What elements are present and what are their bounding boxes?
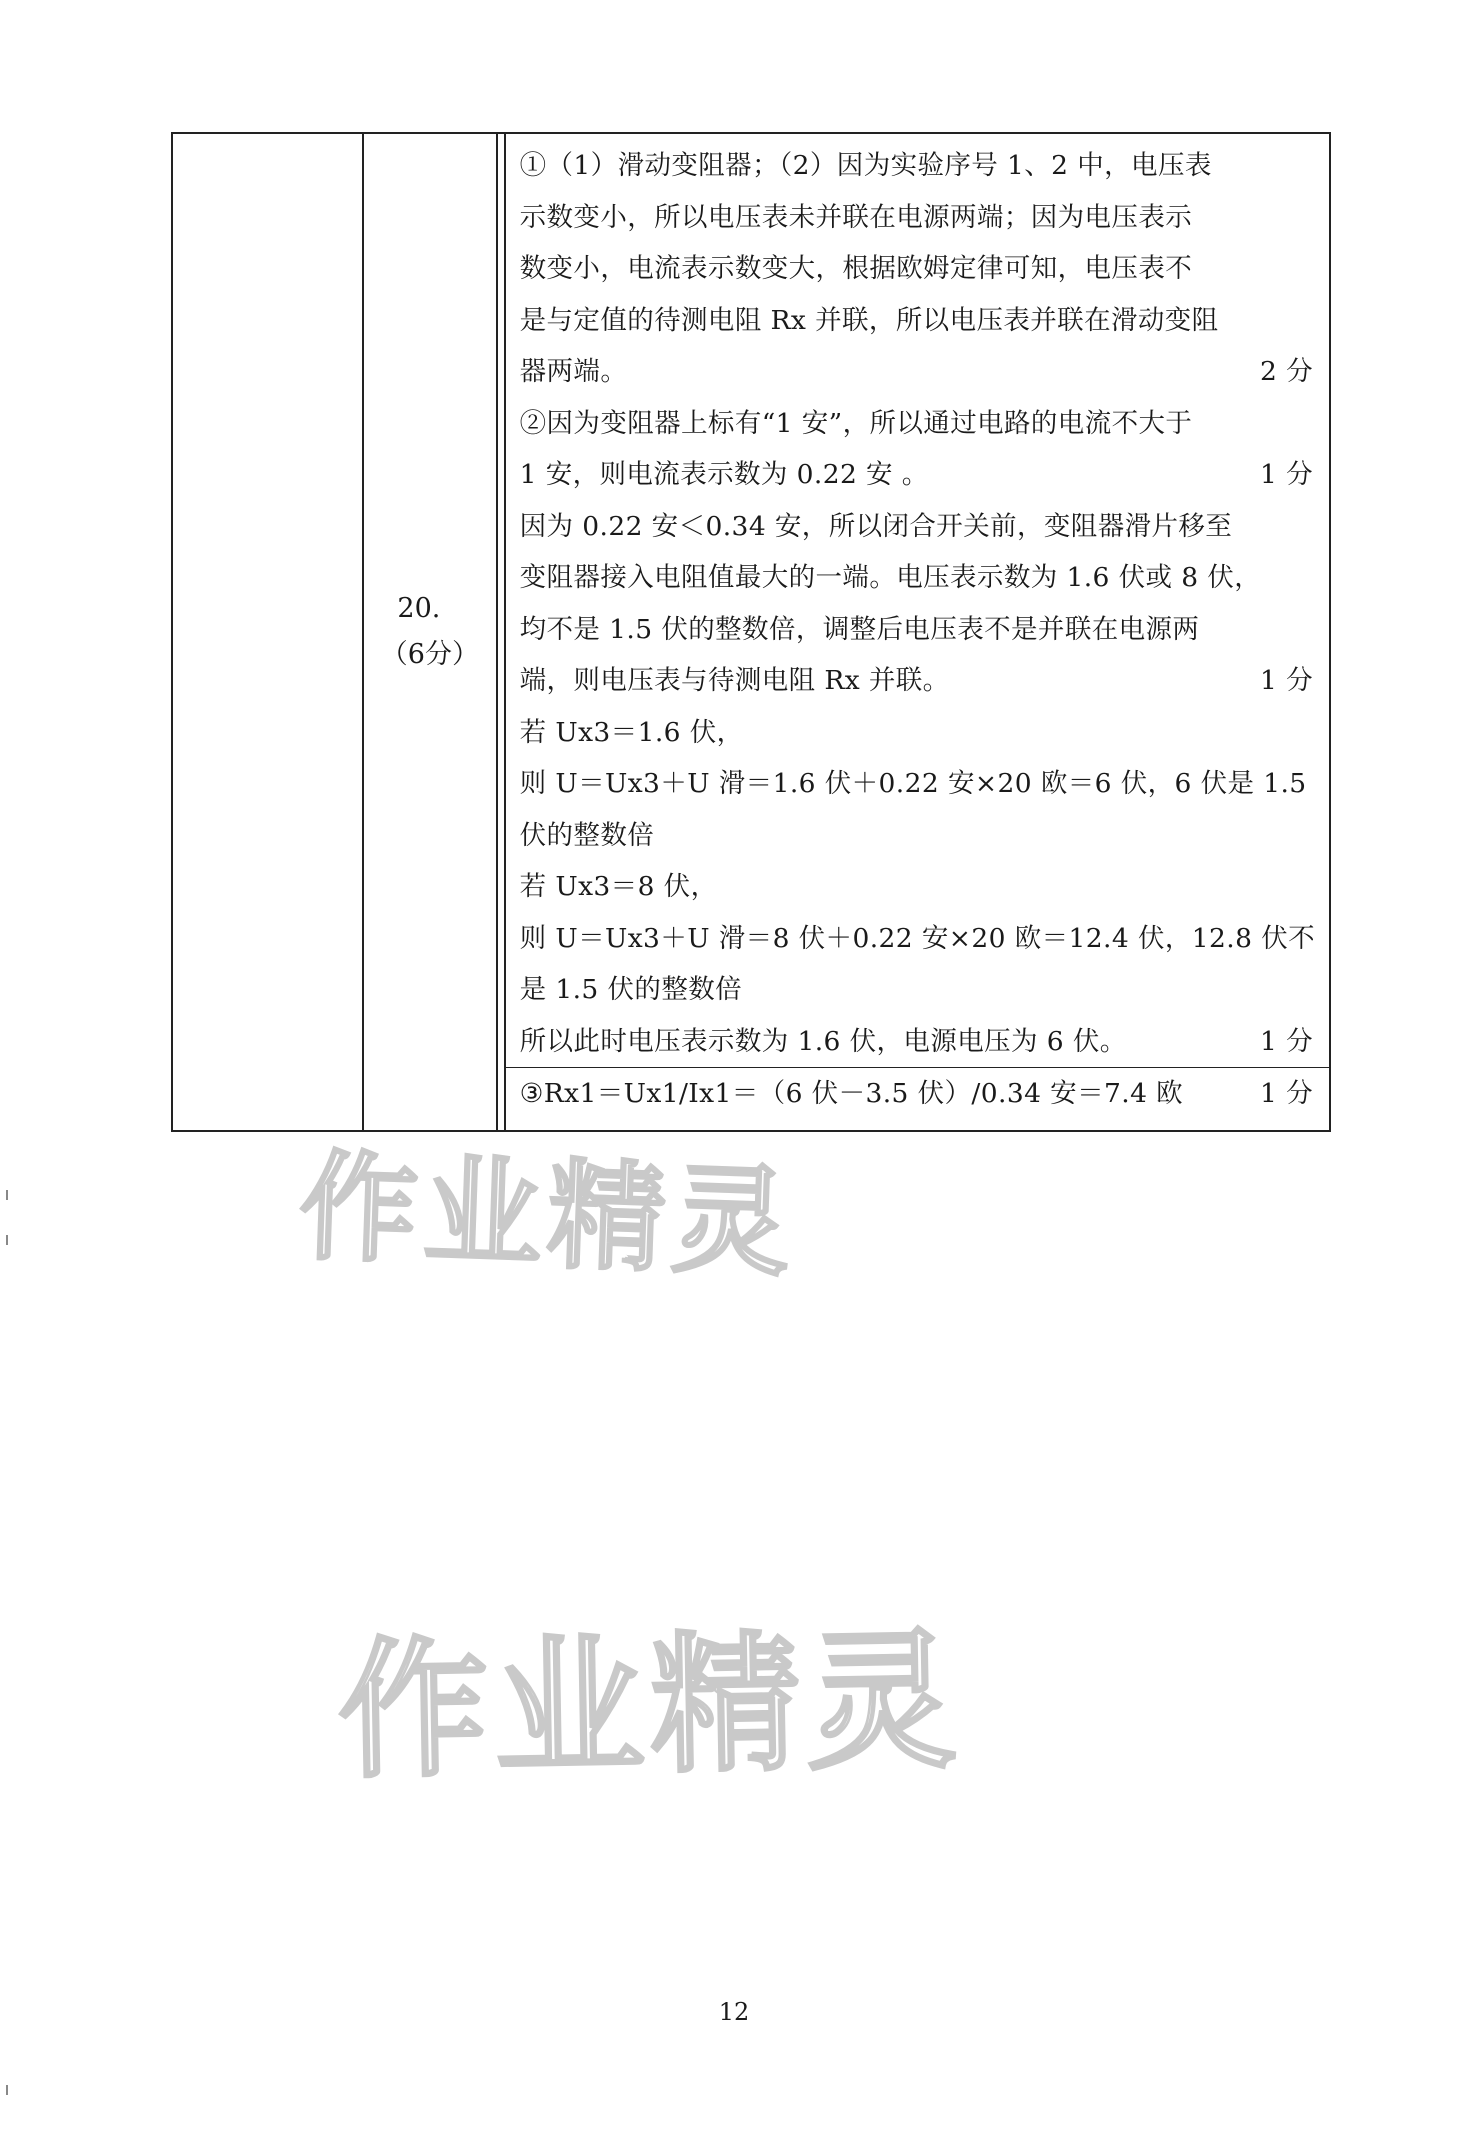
line-score: 1 分 (1260, 665, 1313, 696)
page-number: 12 (718, 1998, 750, 2026)
answer-line: 若 Ux3＝8 伏， (519, 871, 718, 902)
watermark-top: 作业精灵 (297, 1137, 798, 1293)
question-number: 20. (397, 593, 441, 624)
answer-line: 因为 0.22 安＜0.34 安，所以闭合开关前，变阻器滑片移至 (519, 510, 1233, 542)
answer-line: 端，则电压表与待测电阻 Rx 并联。 1 分 (520, 655, 1315, 707)
line-score: 1 分 (1260, 1078, 1313, 1109)
blank-column (173, 134, 364, 1130)
answer-line: 示数变小，所以电压表未并联在电源两端；因为电压表示 (519, 201, 1193, 233)
answer-line: 1 安，则电流表示数为 0.22 安 。 1 分 (520, 449, 1315, 501)
answer-line: 是 1.5 伏的整数倍 (519, 974, 743, 1005)
margin-tick (6, 1190, 8, 1200)
question-column (364, 134, 498, 1130)
answer-line: 若 Ux3＝1.6 伏， (519, 716, 744, 748)
answer-line: 数变小，电流表示数变大，根据欧姆定律可知，电压表不 (519, 253, 1193, 284)
answer-line: ①（1）滑动变阻器；（2）因为实验序号 1、2 中，电压表 (519, 150, 1212, 181)
line-score: 1 分 (1260, 459, 1313, 490)
answer-line: 伏的整数倍 (519, 819, 655, 851)
line-score: 2 分 (1260, 356, 1313, 387)
line-score: 1 分 (1260, 1025, 1313, 1057)
answer-line: 是与定值的待测电阻 Rx 并联，所以电压表并联在滑动变阻 (519, 304, 1219, 336)
answer-line: 变阻器接入电阻值最大的一端。电压表示数为 1.6 伏或 8 伏， (519, 562, 1262, 593)
answer-line: 所以此时电压表示数为 1.6 伏，电源电压为 6 伏。 1 分 (520, 1016, 1315, 1068)
margin-tick (6, 2085, 8, 2095)
answer-table (171, 132, 1331, 1132)
answer-line: 器两端。 2 分 (520, 346, 1315, 398)
answer-line: ②因为变阻器上标有“1 安”，所以通过电路的电流不大于 (519, 407, 1193, 439)
answer-line: ③Rx1＝Ux1/Ix1＝（6 伏－3.5 伏）/0.34 安＝7.4 欧 1 分 (520, 1068, 1315, 1120)
answer-line: 则 U＝Ux3＋U 滑＝8 伏＋0.22 安×20 欧＝12.4 伏，12.8 伏不 (519, 922, 1315, 954)
answer-content (504, 134, 1329, 1130)
margin-tick (6, 1235, 8, 1245)
answer-line: 则 U＝Ux3＋U 滑＝1.6 伏＋0.22 安×20 欧＝6 伏，6 伏是 1.5 (519, 768, 1307, 799)
answer-line: 均不是 1.5 伏的整数倍，调整后电压表不是并联在电源两 (519, 613, 1200, 645)
question-points: （6分） (380, 639, 479, 670)
watermark-bottom: 作业精灵 (336, 1614, 964, 1800)
